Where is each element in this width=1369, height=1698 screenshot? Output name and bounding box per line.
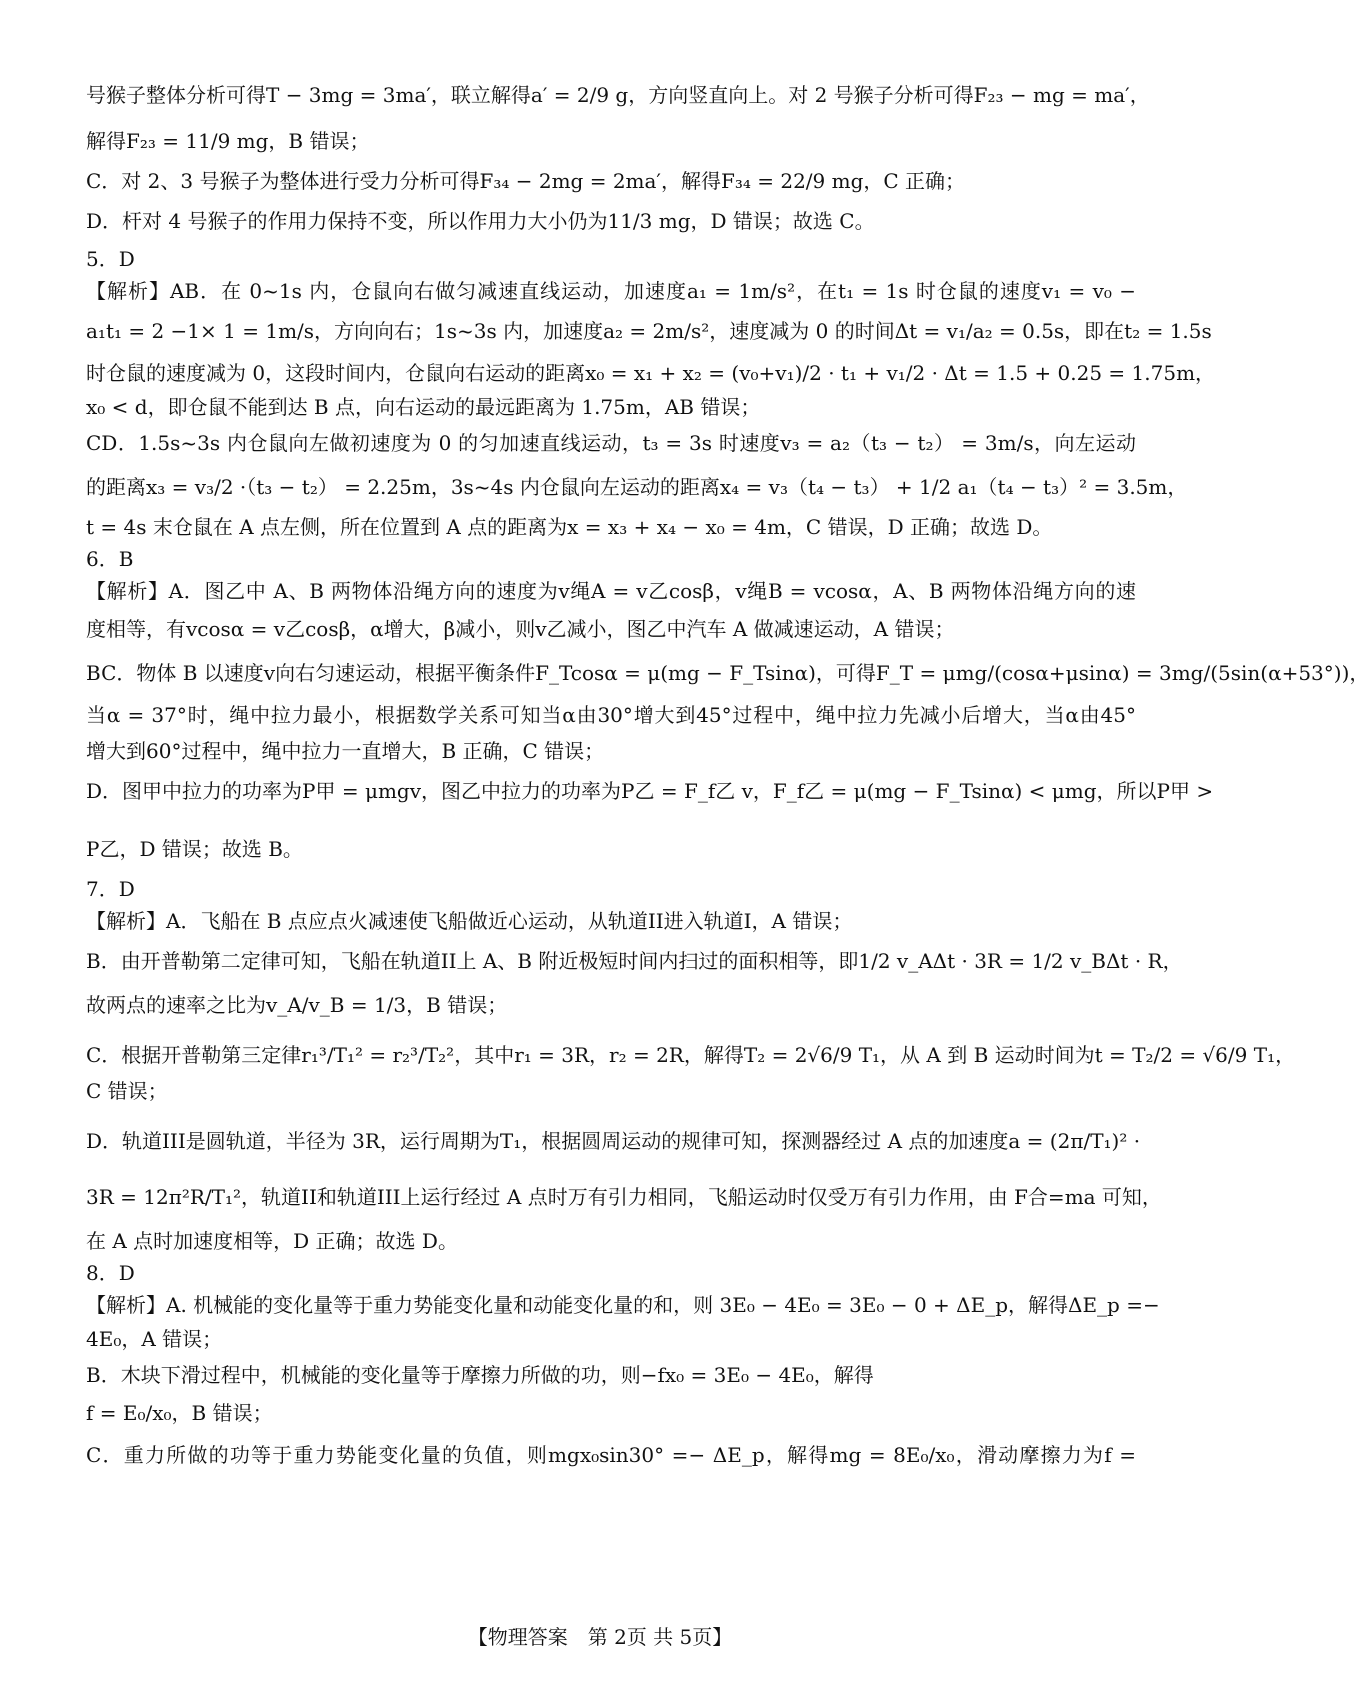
text-line: C．根据开普勒第三定律r₁³/T₁² = r₂³/T₂²，其中r₁ = 3R，r₂ = 2R，解得T₂ = 2√6/9 T₁，从 A 到 B 运动时间为t = T₂/2 = √6/9 T₁， (86, 1043, 1296, 1067)
text-line: B．木块下滑过程中，机械能的变化量等于摩擦力所做的功，则−fx₀ = 3E₀ − 4E₀，解得 (86, 1363, 874, 1387)
text-line: C 错误； (86, 1079, 168, 1103)
text-line: 【解析】AB．在 0~1s 内，仓鼠向右做匀减速直线运动，加速度a₁ = 1m/s²，在t₁ = 1s 时仓鼠的速度v₁ = v₀ − (86, 279, 1136, 303)
text-line: 增大到60°过程中，绳中拉力一直增大，B 正确，C 错误； (86, 739, 605, 763)
text-line: 时仓鼠的速度减为 0，这段时间内，仓鼠向右运动的距离x₀ = x₁ + x₂ = (v₀+v₁)/2 · t₁ + v₁/2 · Δt = 1.5 + 0.25 = 1.75m， (86, 361, 1216, 385)
text-line: 【解析】A. 机械能的变化量等于重力势能变化量和动能变化量的和，则 3E₀ − 4E₀ = 3E₀ − 0 + ΔE_p，解得ΔE_p =− (86, 1293, 1160, 1317)
text-line: 当α = 37°时，绳中拉力最小，根据数学关系可知当α由30°增大到45°过程中，绳中拉力先减小后增大，当α由45° (86, 703, 1136, 727)
question-answer: 7．D (86, 877, 135, 901)
text-line: C．对 2、3 号猴子为整体进行受力分析可得F₃₄ − 2mg = 2ma′，解得F₃₄ = 22/9 mg，C 正确； (86, 169, 966, 193)
text-line: t = 4s 末仓鼠在 A 点左侧，所在位置到 A 点的距离为x = x₃ + x₄ − x₀ = 4m，C 错误，D 正确；故选 D。 (86, 515, 1053, 539)
text-line: x₀ < d，即仓鼠不能到达 B 点，向右运动的最远距离为 1.75m，AB 错误； (86, 395, 761, 419)
text-line: D．图甲中拉力的功率为P甲 = μmgv，图乙中拉力的功率为P乙 = F_f乙 v，F_f乙 = μ(mg − F_Tsinα) < μmg，所以P甲 > (86, 779, 1214, 803)
text-line: 号猴子整体分析可得T − 3mg = 3ma′，联立解得a′ = 2/9 g，方向竖直向上。对 2 号猴子分析可得F₂₃ − mg = ma′， (86, 83, 1150, 107)
text-line: 4E₀，A 错误； (86, 1327, 223, 1351)
text-line: 的距离x₃ = v₃/2 ·（t₃ − t₂） = 2.25m，3s~4s 内仓鼠向左运动的距离x₄ = v₃（t₄ − t₃） + 1/2 a₁（t₄ − t₃）² = 3.5m， (86, 475, 1188, 499)
text-line: 【解析】A．图乙中 A、B 两物体沿绳方向的速度为v绳A = v乙cosβ，v绳B = vcosα，A、B 两物体沿绳方向的速 (86, 579, 1136, 603)
text-line: BC．物体 B 以速度v向右匀速运动，根据平衡条件F_Tcosα = μ(mg − F_Tsinα)，可得F_T = μmg/(cosα+μsinα) = 3mg/(5sin(α+53°))， (86, 661, 1369, 685)
text-line: 解得F₂₃ = 11/9 mg，B 错误； (86, 129, 370, 153)
text-line: B．由开普勒第二定律可知，飞船在轨道II上 A、B 附近极短时间内扫过的面积相等，即1/2 v_AΔt · 3R = 1/2 v_BΔt · R， (86, 949, 1183, 973)
text-line: 故两点的速率之比为v_A/v_B = 1/3，B 错误； (86, 993, 508, 1017)
text-line: f = E₀/x₀，B 错误； (86, 1401, 273, 1425)
text-line: 在 A 点时加速度相等，D 正确；故选 D。 (86, 1229, 458, 1253)
text-line: 3R = 12π²R/T₁²，轨道II和轨道III上运行经过 A 点时万有引力相同，飞船运动时仅受万有引力作用，由 F合=ma 可知， (86, 1185, 1162, 1209)
page-footer: 【物理答案 第 2页 共 5页】 (467, 1625, 733, 1649)
question-answer: 6．B (86, 547, 134, 571)
text-line: P乙，D 错误；故选 B。 (86, 837, 303, 861)
text-line: D．轨道III是圆轨道，半径为 3R，运行周期为T₁，根据圆周运动的规律可知，探测器经过 A 点的加速度a = (2π/T₁)² · (86, 1129, 1141, 1153)
text-line: D．杆对 4 号猴子的作用力保持不变，所以作用力大小仍为11/3 mg，D 错误；故选 C。 (86, 209, 875, 233)
text-line: 【解析】A．飞船在 B 点应点火减速使飞船做近心运动，从轨道II进入轨道I，A 错误； (86, 909, 853, 933)
text-line: C．重力所做的功等于重力势能变化量的负值，则mgx₀sin30° =− ΔE_p，解得mg = 8E₀/x₀，滑动摩擦力为f = (86, 1443, 1136, 1467)
text-line: a₁t₁ = 2 −1× 1 = 1m/s，方向向右；1s~3s 内，加速度a₂ = 2m/s²，速度减为 0 的时间Δt = v₁/a₂ = 0.5s，即在t₂ = 1.5s (86, 319, 1212, 343)
text-line: 度相等，有vcosα = v乙cosβ，α增大，β减小，则v乙减小，图乙中汽车 A 做减速运动，A 错误； (86, 617, 955, 641)
question-answer: 5．D (86, 247, 135, 271)
question-answer: 8．D (86, 1261, 135, 1285)
text-line: CD．1.5s~3s 内仓鼠向左做初速度为 0 的匀加速直线运动，t₃ = 3s 时速度v₃ = a₂（t₃ − t₂） = 3m/s，向左运动 (86, 431, 1136, 455)
